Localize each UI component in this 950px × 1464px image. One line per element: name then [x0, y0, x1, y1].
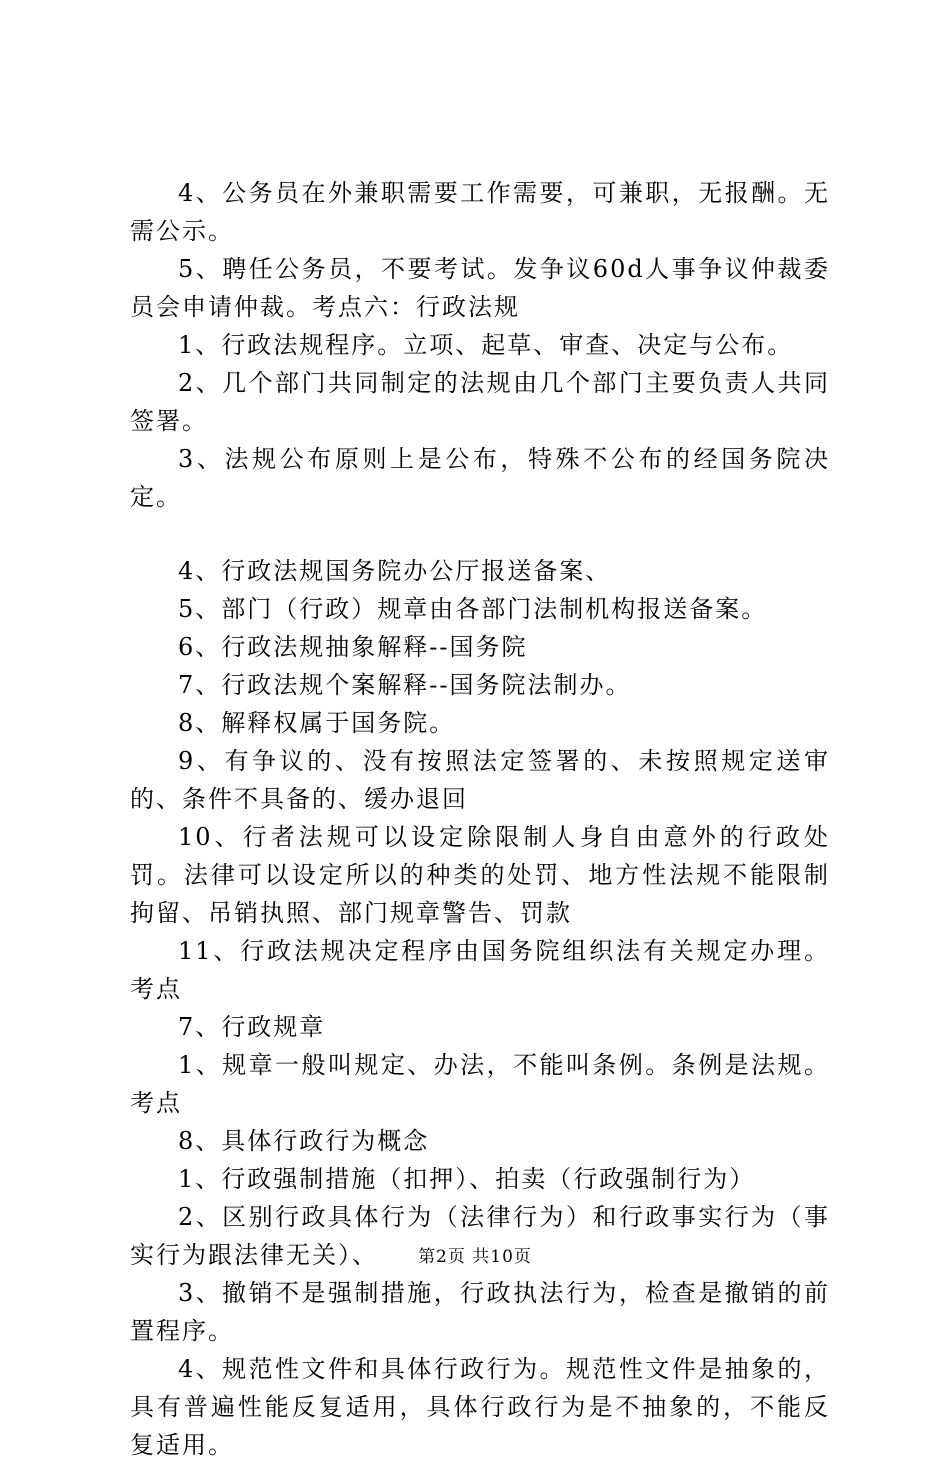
paragraph: 8、解释权属于国务院。: [178, 709, 456, 737]
paragraph: 9、有争议的、没有按照法定签署的、未按照规定送审的、条件不具备的、缓办退回: [130, 747, 830, 813]
document-body: [130, 174, 830, 1464]
paragraph: 10、行者法规可以设定除限制人身自由意外的行政处罚。法律可以设定所以的种类的处罚、地方性法规不能限制拘留、吊销执照、部门规章警告、罚款: [130, 823, 830, 927]
paragraph: 4、规范性文件和具体行政行为。规范性文件是抽象的，具有普遍性能反复适用，具体行政行为是不抽象的，不能反复适用。: [130, 1355, 830, 1459]
paragraph: 5、聘任公务员，不要考试。发争议60d人事争议仲裁委员会申请仲裁。考点六：行政法规: [130, 255, 830, 321]
paragraph: 3、法规公布原则上是公布，特殊不公布的经国务院决定。: [130, 445, 830, 511]
paragraph: 3、撤销不是强制措施，行政执法行为，检查是撤销的前置程序。: [130, 1279, 830, 1345]
paragraph: 1、行政强制措施（扣押）、拍卖（行政强制行为）: [178, 1165, 756, 1193]
paragraph: 6、行政法规抽象解释--国务院: [178, 633, 528, 661]
paragraph: 5、部门（行政）规章由各部门法制机构报送备案。: [178, 595, 768, 623]
paragraph: 4、公务员在外兼职需要工作需要，可兼职，无报酬。无需公示。: [130, 179, 830, 245]
paragraph: 11、行政法规决定程序由国务院组织法有关规定办理。考点: [130, 937, 830, 1003]
paragraph: 7、行政规章: [178, 1013, 326, 1041]
paragraph: 4、行政法规国务院办公厅报送备案、: [178, 557, 612, 585]
paragraph: 7、行政法规个案解释--国务院法制办。: [178, 671, 632, 699]
paragraph: 2、区别行政具体行为（法律行为）和行政事实行为（事实行为跟法律无关）、: [130, 1203, 830, 1269]
paragraph: 1、行政法规程序。立项、起草、审查、决定与公布。: [178, 331, 794, 359]
page-footer: 第2页 共10页: [418, 1247, 532, 1267]
paragraph: 2、几个部门共同制定的法规由几个部门主要负责人共同签署。: [130, 369, 830, 435]
paragraph: 8、具体行政行为概念: [178, 1127, 430, 1155]
blank-line: [130, 516, 830, 552]
paragraph: 1、规章一般叫规定、办法，不能叫条例。条例是法规。考点: [130, 1051, 830, 1117]
